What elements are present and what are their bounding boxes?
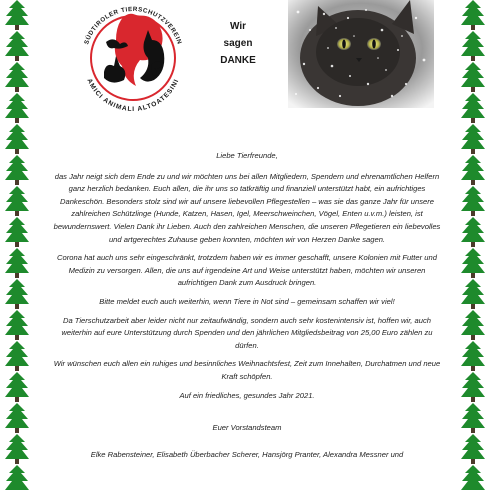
letter-paragraph: Bitte meldet euch auch weiterhin, wenn Tiere in Not sind – gemeinsam schaffen wir viel!	[99, 296, 395, 306]
thanks-line-2: sagen	[223, 38, 253, 49]
letter-body	[52, 150, 442, 461]
letter-paragraph: das Jahr neigt sich dem Ende zu und wir möchten uns bei allen Mitgliedern, Spendern und ehrenamtlichen Helfern ganz herzlich bedanken. Euch allen, die ihr uns so tatkräftig und finanziell unterstützt habt, ein aufrichtiges Dankeschön. Besonders stolz sind wir auf unsere liebevollen Pflegestellen – was sie das ganze Jahr für unsere zahlreichen Schützlinge (Hunde, Katzen, Hasen, Igel, Meerschweinchen, Vögel, Enten u.v.m.) leisten, ist bewundernswert. Vielen Dank ihr Lieben. Auch den zahlreichen Menschen, die unseren Pflegetieren ein liebevolles und artgerechtes Zuhause geben konnten, möchten wir von Herzen Danke sagen.	[53, 171, 441, 244]
thanks-heading	[212, 18, 264, 69]
letter-paragraph: Wir wünschen euch allen ein ruhiges und besinnliches Weihnachtsfest, Zeit zum Innehalten, Durchatmen und neue Kraft schöpfen.	[53, 359, 441, 381]
letter-header	[0, 0, 490, 125]
letter-closing: Auf ein friedliches, gesundes Jahr 2021.	[179, 390, 315, 400]
logo-text-bottom: AMICI ANIMALI ALTOATESINI	[85, 77, 181, 114]
letter-signoff: Euer Vorstandsteam	[212, 423, 282, 433]
letter-greeting: Liebe Tierfreunde,	[216, 151, 278, 160]
cat-in-snow-photo	[288, 0, 434, 108]
letter-paragraph: Da Tierschutzarbeit aber leider nicht nur zeitaufwändig, sondern auch sehr kostenintensiv ist, hoffen wir, auch weiterhin auf eure Unterstützung durch Spenden und den jährlichen Mitgliedsbeitrag von 25,00 Euro zählen zu dürfen.	[61, 315, 433, 350]
association-logo	[66, 0, 200, 116]
thanks-line-1: Wir	[229, 21, 247, 32]
letter-signatory-names: Elke Rabensteiner, Elisabeth Überbacher Scherer, Hansjörg Pranter, Alexandra Messner und	[90, 449, 404, 459]
logo-text-top: SÜDTIROLER TIERSCHUTZVEREIN	[83, 5, 183, 46]
letter-paragraph: Corona hat auch uns sehr eingeschränkt, trotzdem haben wir es immer geschafft, unsere Kolonien mit Futter und Medizin zu versorgen. Allen, die uns auf irgendeine Art und Weise unterstützt haben, möchten wir unseren aufrichtigen Dank zum Ausdruck bringen.	[57, 253, 437, 288]
thanks-line-3: DANKE	[220, 55, 256, 66]
